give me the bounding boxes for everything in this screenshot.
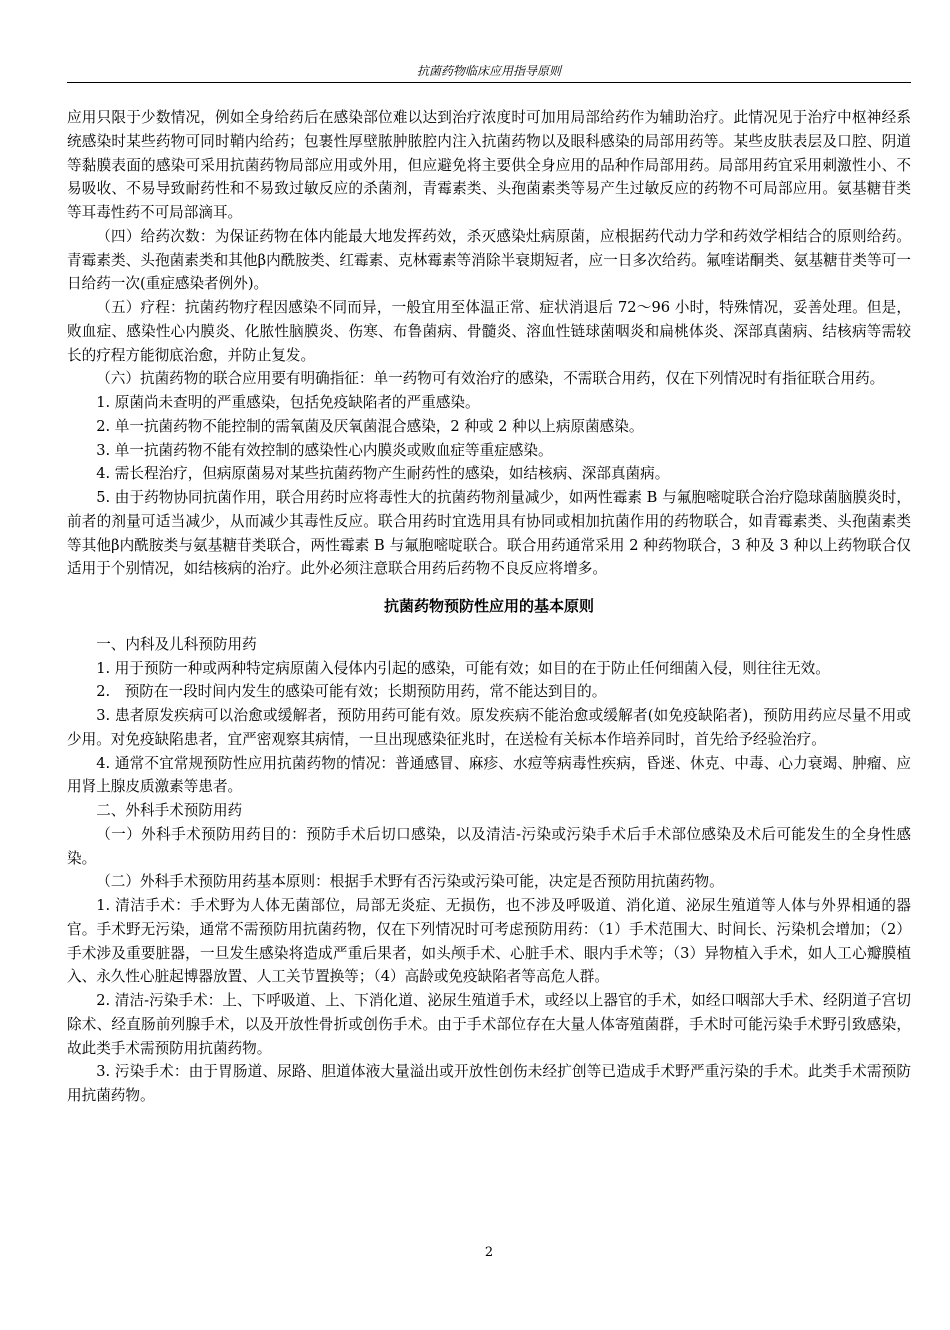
list-item: 2. 预防在一段时间内发生的感染可能有效；长期预防用药，常不能达到目的。 xyxy=(96,683,607,701)
paragraph: （六）抗菌药物的联合应用要有明确指征：单一药物可有效治疗的感染，不需联合用药，仅在下列情况时有指征联合用药。 xyxy=(96,370,885,388)
subheading: 二、外科手术预防用药 xyxy=(96,802,243,819)
list-item: 3. 患者原发疾病可以治愈或缓解者，预防用药可能有效。原发疾病不能治愈或缓解者(如免疫缺陷者)，预防用药应尽量不用或少用。对免疫缺陷患者，宜严密观察其病情，一旦出现感染征兆时，在送检有关标本作培养同时，首先给予经验治疗。 xyxy=(67,707,911,748)
header-divider xyxy=(67,82,911,83)
document-body xyxy=(67,106,911,1108)
paragraph: （四）给药次数：为保证药物在体内能最大地发挥药效，杀灭感染灶病原菌，应根据药代动力学和药效学相结合的原则给药。青霉素类、头孢菌素类和其他β内酰胺类、红霉素、克林霉素等消除半衰期短者，应一日多次给药。氟喹诺酮类、氨基糖苷类等可一日给药一次(重症感染者例外)。 xyxy=(67,227,911,293)
paragraph: （二）外科手术预防用药基本原则：根据手术野有否污染或污染可能，决定是否预防用抗菌药物。 xyxy=(96,873,724,891)
subheading: 一、内科及儿科预防用药 xyxy=(96,635,257,653)
running-header: 抗菌药物临床应用指导原则 xyxy=(416,64,561,78)
list-item: 1. 清洁手术：手术野为人体无菌部位，局部无炎症、无损伤，也不涉及呼吸道、消化道、泌尿生殖道等人体与外界相通的器官。手术野无污染，通常不需预防用抗菌药物，仅在下列情况时可考虑预防用药：（1）手术范围大、时间长、污染机会增加；（2）手术涉及重要脏器，一旦发生感染将造成严重后果者，如头颅手术、心脏手术、眼内手术等；（3）异物植入手术，如人工心瓣膜植入、永久性心脏起博器放置、人工关节置换等；（4）高龄或免疫缺陷者等高危人群。 xyxy=(67,897,911,986)
section-heading: 抗菌药物预防性应用的基本原则 xyxy=(383,597,594,615)
list-item: 3. 污染手术：由于胃肠道、尿路、胆道体液大量溢出或开放性创伤未经扩创等已造成手术野严重污染的手术。此类手术需预防用抗菌药物。 xyxy=(67,1063,911,1104)
list-item: 4. 通常不宜常规预防性应用抗菌药物的情况：普通感冒、麻疹、水痘等病毒性疾病，昏迷、休克、中毒、心力衰竭、肿瘤、应用肾上腺皮质激素等患者。 xyxy=(67,754,911,796)
list-item: 1. 用于预防一种或两种特定病原菌入侵体内引起的感染，可能有效；如目的在于防止任何细菌入侵，则往往无效。 xyxy=(96,659,830,677)
paragraph: （一）外科手术预防用药目的：预防手术后切口感染，以及清洁-污染或污染手术后手术部位感染及术后可能发生的全身性感染。 xyxy=(67,825,911,867)
document-page xyxy=(67,0,911,1330)
list-item: 5. 由于药物协同抗菌作用，联合用药时应将毒性大的抗菌药物剂量减少，如两性霉素 B 与氟胞嘧啶联合治疗隐球菌脑膜炎时，前者的剂量可适当减少，从而减少其毒性反应。联合用药时宜选用具有协同或相加抗菌作用的药物联合，如青霉素类、头孢菌素类等其他β内酰胺类与氨基糖苷类联合，两性霉素 B 与氟胞嘧啶联合。联合用药通常采用 2 种药物联合，3 种及 3 种以上药物联合仅适用于个别情况，如结核病的治疗。此外必须注意联合用药后药物不良反应将增多。 xyxy=(67,489,911,578)
list-item: 2. 单一抗菌药物不能控制的需氧菌及厌氧菌混合感染，2 种或 2 种以上病原菌感染。 xyxy=(96,417,644,435)
page-number: 2 xyxy=(484,1245,494,1260)
list-item: 2. 清洁-污染手术：上、下呼吸道、上、下消化道、泌尿生殖道手术，或经以上器官的手术，如经口咽部大手术、经阴道子宫切除术、经直肠前列腺手术，以及开放性骨折或创伤手术。由于手术部位存在大量人体寄殖菌群，手术时可能污染手术野引致感染，故此类手术需预防用抗菌药物。 xyxy=(67,992,911,1057)
list-item: 4. 需长程治疗，但病原菌易对某些抗菌药物产生耐药性的感染，如结核病、深部真菌病。 xyxy=(96,465,670,483)
paragraph: 应用只限于少数情况，例如全身给药后在感染部位难以达到治疗浓度时可加用局部给药作为辅助治疗。此情况见于治疗中枢神经系统感染时某些药物可同时鞘内给药；包裹性厚壁脓肿脓腔内注入抗菌药物以及眼科感染的局部用药等。某些皮肤表层及口腔、阴道等黏膜表面的感染可采用抗菌药物局部应用或外用，但应避免将主要供全身应用的品种作局部用药。局部用药宜采用刺激性小、不易吸收、不易导致耐药性和不易致过敏反应的杀菌剂，青霉素类、头孢菌素类等易产生过敏反应的药物不可局部应用。氨基糖苷类等耳毒性药不可局部滴耳。 xyxy=(67,109,911,221)
paragraph: （五）疗程：抗菌药物疗程因感染不同而异，一般宜用至体温正常、症状消退后 72～96 小时，特殊情况，妥善处理。但是，败血症、感染性心内膜炎、化脓性脑膜炎、伤寒、布鲁菌病、骨髓炎、溶血性链球菌咽炎和扁桃体炎、深部真菌病、结核病等需较长的疗程方能彻底治愈，并防止复发。 xyxy=(67,299,911,364)
list-item: 3. 单一抗菌药物不能有效控制的感染性心内膜炎或败血症等重症感染。 xyxy=(96,441,553,459)
list-item: 1. 原菌尚未查明的严重感染，包括免疫缺陷者的严重感染。 xyxy=(96,394,480,411)
